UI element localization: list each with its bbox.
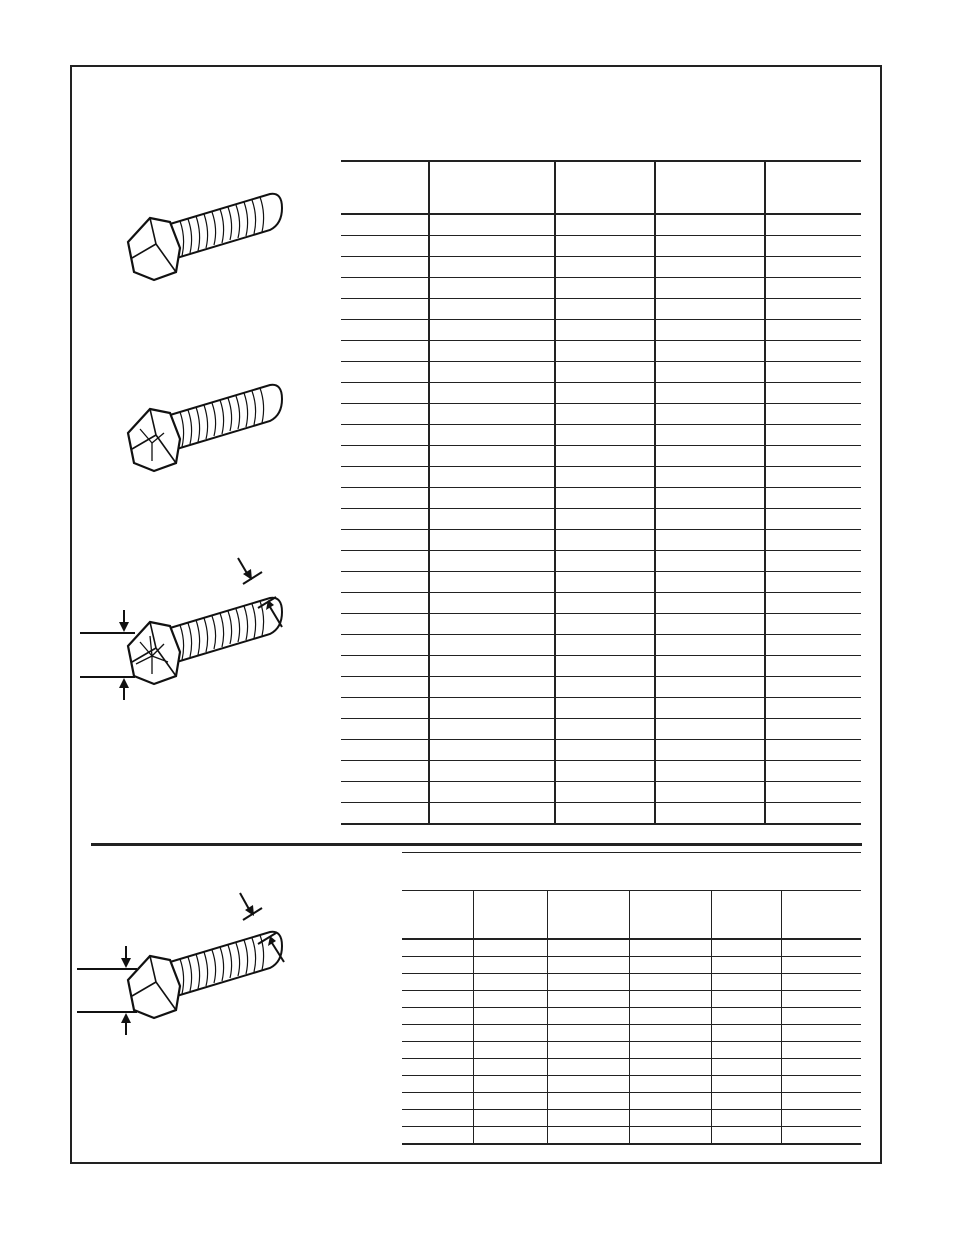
- table-row: [402, 991, 861, 1008]
- top-table-cell: [655, 719, 765, 740]
- top-table-cell: [555, 530, 655, 551]
- top-table-cell: [429, 467, 555, 488]
- bottom-table-cell: [473, 1025, 547, 1042]
- bottom-table-cell: [402, 939, 473, 957]
- top-table-cell: [655, 530, 765, 551]
- top-table-cell: [765, 362, 861, 383]
- footer-rule-right: [488, 1162, 882, 1164]
- top-table-cell: [341, 614, 429, 635]
- bottom-table-cell: [781, 991, 861, 1008]
- top-table-cell: [765, 740, 861, 761]
- top-table-cell: [765, 488, 861, 509]
- top-table-cell: [555, 278, 655, 299]
- table-row: [341, 257, 861, 278]
- bottom-table-cell: [781, 1008, 861, 1025]
- top-table-cell: [341, 467, 429, 488]
- footer-rule-left: [72, 1162, 467, 1164]
- bottom-table-cell: [629, 939, 711, 957]
- top-table-cell: [765, 698, 861, 719]
- table-row: [402, 1127, 861, 1145]
- top-table-cell: [765, 572, 861, 593]
- top-table-cell: [655, 446, 765, 467]
- bottom-table-cell: [781, 1110, 861, 1127]
- top-table-cell: [429, 299, 555, 320]
- top-table-cell: [555, 698, 655, 719]
- bottom-table-header-cell: [402, 891, 473, 940]
- top-table-cell: [655, 404, 765, 425]
- table-row: [341, 425, 861, 446]
- top-table-cell: [765, 341, 861, 362]
- top-table-cell: [655, 740, 765, 761]
- bottom-table-cell: [547, 1025, 629, 1042]
- bottom-table-cell: [402, 1008, 473, 1025]
- top-table-cell: [341, 341, 429, 362]
- bottom-table-cell: [547, 1059, 629, 1076]
- top-table-cell: [555, 488, 655, 509]
- table-row: [402, 1110, 861, 1127]
- bottom-table-cell: [473, 1093, 547, 1110]
- top-table-cell: [555, 509, 655, 530]
- hex-bolt-grade-5-icon: [128, 385, 282, 471]
- bottom-table-cell: [473, 974, 547, 991]
- bottom-table-cell: [711, 1008, 781, 1025]
- top-table-cell: [341, 278, 429, 299]
- top-table-cell: [429, 404, 555, 425]
- table-row: [402, 1059, 861, 1076]
- top-table-cell: [765, 467, 861, 488]
- table-row: [402, 1093, 861, 1110]
- top-table-cell: [655, 257, 765, 278]
- top-table-cell: [765, 593, 861, 614]
- bottom-table-cell: [547, 1076, 629, 1093]
- bottom-table-cell: [629, 1127, 711, 1145]
- top-table-cell: [341, 383, 429, 404]
- top-table-cell: [655, 677, 765, 698]
- bottom-table-cell: [402, 1059, 473, 1076]
- table-row: [341, 677, 861, 698]
- bottom-table-cell: [711, 991, 781, 1008]
- top-table-cell: [555, 551, 655, 572]
- table-row: [402, 1025, 861, 1042]
- bottom-table-cell: [629, 1059, 711, 1076]
- table-row: [341, 593, 861, 614]
- top-table-cell: [429, 320, 555, 341]
- top-table-cell: [655, 551, 765, 572]
- top-table-cell: [555, 320, 655, 341]
- bottom-table-cell: [402, 1127, 473, 1145]
- bottom-table-cell: [473, 1127, 547, 1145]
- bottom-table-cell: [781, 1076, 861, 1093]
- top-table-cell: [429, 362, 555, 383]
- top-table-cell: [429, 446, 555, 467]
- top-table-cell: [341, 698, 429, 719]
- bottom-table-cell: [629, 1093, 711, 1110]
- bottom-table-cell: [781, 1025, 861, 1042]
- top-table-cell: [655, 425, 765, 446]
- top-table-cell: [555, 446, 655, 467]
- top-table-cell: [765, 214, 861, 236]
- top-table-cell: [341, 530, 429, 551]
- top-table-cell: [429, 698, 555, 719]
- top-table-cell: [429, 341, 555, 362]
- top-table-cell: [341, 677, 429, 698]
- table-row: [341, 446, 861, 467]
- top-table-cell: [429, 530, 555, 551]
- metric-hex-bolt-icon: [128, 932, 282, 1018]
- bottom-table-cell: [473, 1059, 547, 1076]
- top-table-cell: [765, 761, 861, 782]
- top-table-cell: [765, 404, 861, 425]
- top-table-cell: [765, 278, 861, 299]
- top-table-cell: [341, 236, 429, 257]
- top-table-cell: [555, 761, 655, 782]
- top-table-cell: [341, 656, 429, 677]
- bottom-table-cell: [547, 1110, 629, 1127]
- top-table-cell: [341, 509, 429, 530]
- bottom-table-cell: [547, 1042, 629, 1059]
- table-row: [341, 320, 861, 341]
- top-table-cell: [341, 551, 429, 572]
- top-table-cell: [429, 677, 555, 698]
- top-table-cell: [555, 635, 655, 656]
- top-table-cell: [555, 740, 655, 761]
- table-row: [341, 614, 861, 635]
- top-table-cell: [429, 635, 555, 656]
- top-table-cell: [429, 236, 555, 257]
- top-table-cell: [655, 467, 765, 488]
- top-table-cell: [765, 677, 861, 698]
- top-table-cell: [341, 320, 429, 341]
- bottom-table-cell: [547, 1093, 629, 1110]
- table-row: [402, 1042, 861, 1059]
- bottom-table-header-cell: [711, 891, 781, 940]
- top-table-cell: [655, 656, 765, 677]
- bottom-torque-table: [402, 890, 861, 1145]
- top-table-cell: [555, 214, 655, 236]
- top-table-cell: [429, 425, 555, 446]
- table-row: [341, 635, 861, 656]
- top-table-cell: [655, 803, 765, 825]
- top-table-cell: [765, 383, 861, 404]
- bottom-table-cell: [711, 1110, 781, 1127]
- top-table-cell: [341, 488, 429, 509]
- top-table-cell: [765, 803, 861, 825]
- hex-bolt-grade-8-icon: [128, 598, 282, 684]
- top-table-cell: [429, 214, 555, 236]
- bottom-table-cell: [629, 1042, 711, 1059]
- top-table-cell: [341, 299, 429, 320]
- top-table-cell: [341, 446, 429, 467]
- top-table-header-cell: [429, 161, 555, 214]
- bottom-table-cell: [547, 957, 629, 974]
- bottom-table-cell: [473, 1008, 547, 1025]
- top-table-cell: [555, 341, 655, 362]
- table-row: [341, 698, 861, 719]
- bottom-table-cell: [402, 991, 473, 1008]
- top-table-cell: [429, 740, 555, 761]
- top-table-cell: [765, 614, 861, 635]
- table-row: [402, 974, 861, 991]
- bottom-table-cell: [473, 957, 547, 974]
- top-table-cell: [341, 214, 429, 236]
- bottom-table-cell: [629, 1008, 711, 1025]
- bottom-table-cell: [629, 1076, 711, 1093]
- bottom-table-cell: [711, 957, 781, 974]
- top-table-cell: [765, 530, 861, 551]
- top-table-cell: [429, 488, 555, 509]
- top-table-cell: [765, 446, 861, 467]
- top-table-cell: [655, 214, 765, 236]
- top-table-cell: [341, 740, 429, 761]
- top-table-cell: [765, 509, 861, 530]
- top-table-cell: [655, 320, 765, 341]
- top-table-cell: [429, 572, 555, 593]
- top-table-header-cell: [555, 161, 655, 214]
- top-table-header-cell: [765, 161, 861, 214]
- table-row: [341, 341, 861, 362]
- top-table-cell: [765, 320, 861, 341]
- top-table-cell: [555, 383, 655, 404]
- top-table-cell: [765, 719, 861, 740]
- bottom-table-cell: [711, 1025, 781, 1042]
- top-table-cell: [655, 383, 765, 404]
- bottom-table-header-row: [402, 891, 861, 940]
- table-row: [341, 214, 861, 236]
- top-table-cell: [655, 278, 765, 299]
- bottom-table-cell: [629, 957, 711, 974]
- bottom-table-cell: [629, 1025, 711, 1042]
- bottom-table-header-cell: [473, 891, 547, 940]
- bottom-table-cell: [473, 1110, 547, 1127]
- bottom-table-cell: [629, 974, 711, 991]
- top-table-cell: [555, 572, 655, 593]
- top-table-cell: [555, 362, 655, 383]
- top-torque-table: [341, 160, 861, 825]
- bottom-table-cell: [402, 974, 473, 991]
- top-table-cell: [429, 257, 555, 278]
- table-row: [341, 383, 861, 404]
- table-row: [402, 939, 861, 957]
- hex-bolt-grade-2-icon: [128, 194, 282, 280]
- top-table-cell: [555, 257, 655, 278]
- top-table-cell: [341, 362, 429, 383]
- top-table-cell: [341, 719, 429, 740]
- top-table-cell: [429, 614, 555, 635]
- table-row: [341, 530, 861, 551]
- top-table-cell: [555, 425, 655, 446]
- top-table-cell: [429, 719, 555, 740]
- top-table-cell: [555, 614, 655, 635]
- bottom-table-cell: [781, 1127, 861, 1145]
- bottom-table-cell: [711, 1076, 781, 1093]
- top-table-cell: [655, 761, 765, 782]
- top-table-cell: [555, 782, 655, 803]
- bottom-table-cell: [547, 939, 629, 957]
- bottom-table-cell: [547, 1127, 629, 1145]
- table-row: [341, 278, 861, 299]
- bottom-table-cell: [781, 939, 861, 957]
- table-row: [402, 1008, 861, 1025]
- top-table-cell: [429, 593, 555, 614]
- bottom-table-cell: [711, 1127, 781, 1145]
- bottom-table-cell: [711, 1093, 781, 1110]
- table-row: [341, 362, 861, 383]
- top-table-cell: [429, 656, 555, 677]
- top-table-cell: [341, 257, 429, 278]
- top-table-cell: [765, 635, 861, 656]
- top-table-cell: [655, 593, 765, 614]
- top-table-cell: [655, 572, 765, 593]
- top-table-cell: [765, 257, 861, 278]
- top-table-cell: [555, 656, 655, 677]
- top-table-cell: [765, 236, 861, 257]
- bottom-table-cell: [711, 939, 781, 957]
- table-row: [402, 1076, 861, 1093]
- top-table-cell: [655, 614, 765, 635]
- bottom-table-cell: [473, 991, 547, 1008]
- top-table-cell: [655, 698, 765, 719]
- top-table-cell: [341, 572, 429, 593]
- bottom-table-cell: [781, 1093, 861, 1110]
- top-table-cell: [429, 383, 555, 404]
- table-row: [341, 782, 861, 803]
- table-row: [341, 740, 861, 761]
- top-table-cell: [429, 761, 555, 782]
- table-row: [341, 467, 861, 488]
- bottom-table-header-cell: [781, 891, 861, 940]
- bottom-table-header-cell: [547, 891, 629, 940]
- top-table-cell: [555, 593, 655, 614]
- table-row: [341, 803, 861, 825]
- top-table-cell: [555, 803, 655, 825]
- table-row: [341, 656, 861, 677]
- table-row: [341, 719, 861, 740]
- top-table-cell: [655, 236, 765, 257]
- top-table-cell: [765, 299, 861, 320]
- dimension-arrows-bottom: [77, 893, 284, 1035]
- table-row: [341, 404, 861, 425]
- bottom-table-cell: [547, 974, 629, 991]
- top-table-cell: [655, 509, 765, 530]
- table-row: [341, 761, 861, 782]
- top-table-header-row: [341, 161, 861, 214]
- table-row: [341, 572, 861, 593]
- bottom-table-cell: [402, 1042, 473, 1059]
- top-table-cell: [429, 509, 555, 530]
- top-table-cell: [555, 467, 655, 488]
- bottom-table-cell: [629, 1110, 711, 1127]
- top-table-cell: [555, 299, 655, 320]
- bottom-table-cell: [781, 1059, 861, 1076]
- table-row: [341, 236, 861, 257]
- top-table-header-cell: [341, 161, 429, 214]
- bottom-table-cell: [402, 1025, 473, 1042]
- top-table-cell: [341, 782, 429, 803]
- bottom-table-cell: [402, 1110, 473, 1127]
- top-table-cell: [341, 761, 429, 782]
- top-table-cell: [341, 425, 429, 446]
- top-table-cell: [655, 299, 765, 320]
- bottom-table-cell: [781, 1042, 861, 1059]
- top-table-cell: [341, 593, 429, 614]
- bottom-table-cell: [629, 991, 711, 1008]
- table-row: [341, 551, 861, 572]
- bottom-table-cell: [711, 1042, 781, 1059]
- top-table-cell: [655, 782, 765, 803]
- top-table-cell: [765, 656, 861, 677]
- top-table-cell: [765, 551, 861, 572]
- bottom-table-cell: [711, 974, 781, 991]
- bottom-table-cell: [402, 1093, 473, 1110]
- bottom-table-cell: [781, 957, 861, 974]
- top-table-cell: [341, 404, 429, 425]
- table-row: [341, 509, 861, 530]
- bottom-table-cell: [547, 1008, 629, 1025]
- top-table-cell: [765, 782, 861, 803]
- table-row: [341, 299, 861, 320]
- top-table-cell: [555, 719, 655, 740]
- top-table-cell: [341, 635, 429, 656]
- top-table-cell: [555, 236, 655, 257]
- table-row: [341, 488, 861, 509]
- top-table-cell: [429, 551, 555, 572]
- section-divider: [91, 843, 862, 846]
- table-row: [402, 957, 861, 974]
- bottom-table-cell: [402, 1076, 473, 1093]
- top-table-cell: [655, 488, 765, 509]
- top-table-cell: [655, 341, 765, 362]
- bottom-table-header-cell: [629, 891, 711, 940]
- top-table-cell: [555, 677, 655, 698]
- top-table-cell: [555, 404, 655, 425]
- bottom-table-title-rule: [402, 852, 861, 853]
- top-table-cell: [655, 362, 765, 383]
- top-table-cell: [655, 635, 765, 656]
- top-table-cell: [341, 803, 429, 825]
- bottom-table-cell: [402, 957, 473, 974]
- bottom-table-cell: [711, 1059, 781, 1076]
- bottom-table-cell: [473, 939, 547, 957]
- top-table-header-cell: [655, 161, 765, 214]
- top-table-cell: [429, 278, 555, 299]
- bottom-table-cell: [473, 1042, 547, 1059]
- top-table-cell: [765, 425, 861, 446]
- bottom-table-cell: [781, 974, 861, 991]
- top-table-cell: [429, 803, 555, 825]
- bottom-table-cell: [547, 991, 629, 1008]
- top-table-cell: [429, 782, 555, 803]
- bottom-table-cell: [473, 1076, 547, 1093]
